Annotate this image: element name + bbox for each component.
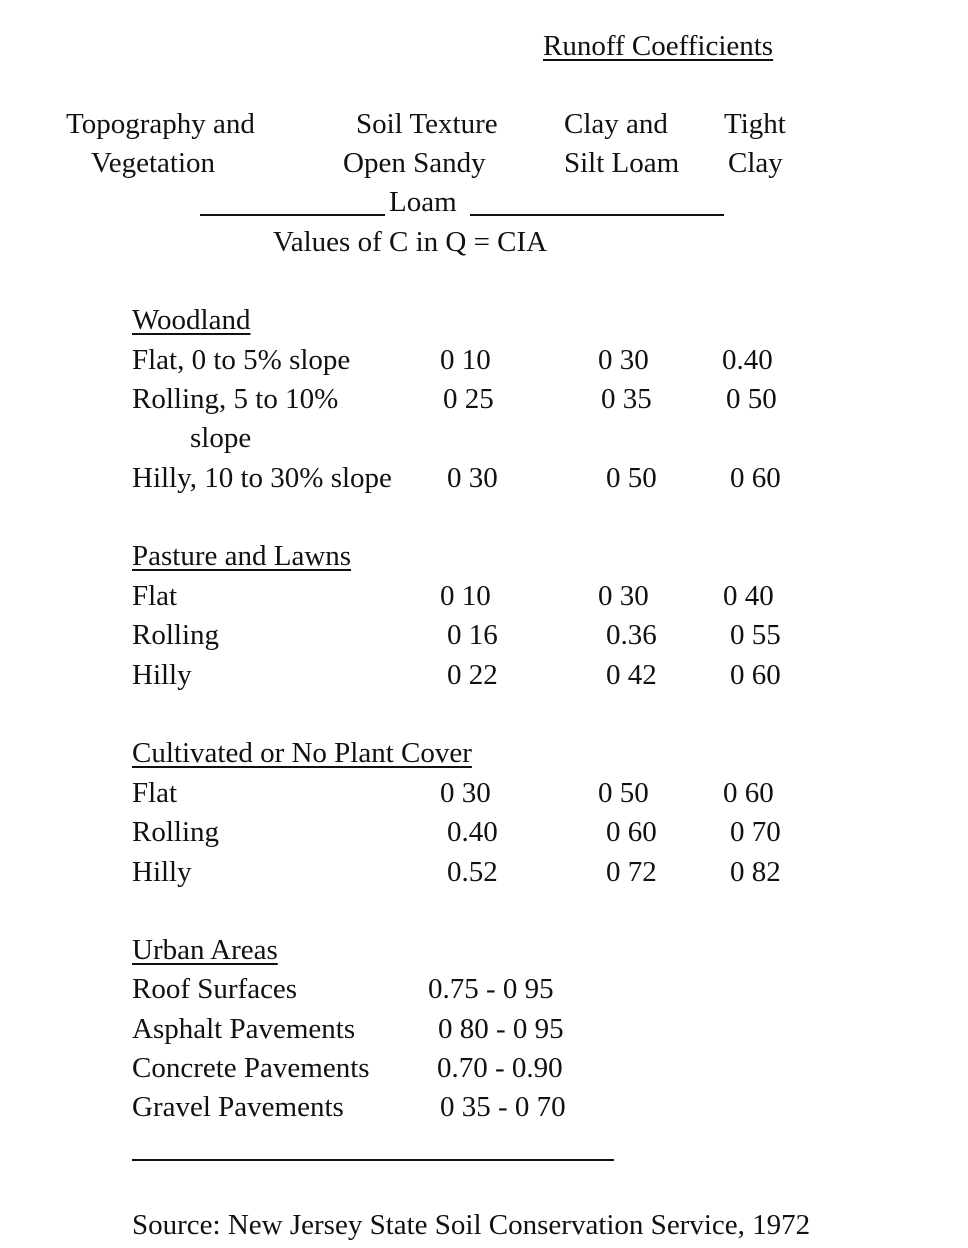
header-topography-line1: Topography and — [66, 108, 255, 140]
cell-clay-silt: 0 72 — [606, 856, 657, 888]
cell-clay-silt: 0.36 — [606, 619, 657, 651]
row-label: Hilly, 10 to 30% slope — [132, 462, 392, 494]
row-label: Flat — [132, 777, 178, 809]
cell-sandy: 0 10 — [440, 580, 491, 612]
header-tight-line2: Clay — [728, 147, 783, 179]
row-label: Flat, 0 to 5% slope — [132, 344, 351, 376]
cell-tight: 0 70 — [730, 816, 781, 848]
cell-sandy: 0 30 — [447, 462, 498, 494]
cell-clay-silt: 0 30 — [598, 344, 649, 376]
header-soil-line3: Loam — [389, 186, 457, 218]
cell-sandy: 0 16 — [447, 619, 498, 651]
subtitle: Values of C in Q = CIA — [273, 226, 548, 258]
section-heading-cultivated: Cultivated or No Plant Cover — [132, 737, 472, 769]
row-label-continued: slope — [190, 422, 252, 454]
cell-clay-silt: 0 30 — [598, 580, 649, 612]
cell-tight: 0 60 — [730, 462, 781, 494]
header-topography-line2: Vegetation — [91, 147, 216, 179]
row-label: Asphalt Pavements — [132, 1013, 356, 1045]
footer-rule — [132, 1159, 614, 1161]
cell-range: 0.75 - 0 95 — [428, 973, 554, 1005]
cell-range: 0.70 - 0.90 — [437, 1052, 563, 1084]
cell-tight: 0.40 — [722, 344, 773, 376]
row-label: Rolling — [132, 619, 220, 651]
cell-sandy: 0 22 — [447, 659, 498, 691]
cell-tight: 0 55 — [730, 619, 781, 651]
section-heading-woodland: Woodland — [132, 304, 251, 336]
cell-tight: 0 40 — [723, 580, 774, 612]
header-soil-line2: Open Sandy — [343, 147, 486, 179]
row-label: Hilly — [132, 659, 192, 691]
header-rule-left — [200, 214, 385, 216]
cell-clay-silt: 0 42 — [606, 659, 657, 691]
row-label: Gravel Pavements — [132, 1091, 344, 1123]
cell-range: 0 80 - 0 95 — [438, 1013, 564, 1045]
header-rule-right — [470, 214, 724, 216]
cell-clay-silt: 0 50 — [606, 462, 657, 494]
row-label: Hilly — [132, 856, 192, 888]
row-label: Concrete Pavements — [132, 1052, 370, 1084]
cell-sandy: 0 25 — [443, 383, 494, 415]
header-clay-line2: Silt Loam — [564, 147, 680, 179]
cell-tight: 0 60 — [730, 659, 781, 691]
cell-clay-silt: 0 50 — [598, 777, 649, 809]
cell-range: 0 35 - 0 70 — [440, 1091, 566, 1123]
cell-tight: 0 50 — [726, 383, 777, 415]
cell-clay-silt: 0 60 — [606, 816, 657, 848]
cell-sandy: 0.52 — [447, 856, 498, 888]
cell-tight: 0 60 — [723, 777, 774, 809]
cell-sandy: 0 30 — [440, 777, 491, 809]
source-note: Source: New Jersey State Soil Conservation Service, 1972 — [132, 1209, 811, 1241]
header-clay-line1: Clay and — [564, 108, 668, 140]
row-label: Flat — [132, 580, 178, 612]
section-heading-urban: Urban Areas — [132, 934, 278, 966]
section-heading-pasture: Pasture and Lawns — [132, 540, 352, 572]
cell-sandy: 0 10 — [440, 344, 491, 376]
header-soil-line1: Soil Texture — [356, 108, 498, 140]
cell-sandy: 0.40 — [447, 816, 498, 848]
header-tight-line1: Tight — [724, 108, 786, 140]
row-label: Rolling, 5 to 10% — [132, 383, 339, 415]
row-label: Rolling — [132, 816, 220, 848]
cell-clay-silt: 0 35 — [601, 383, 652, 415]
cell-tight: 0 82 — [730, 856, 781, 888]
row-label: Roof Surfaces — [132, 973, 298, 1005]
table-title: Runoff Coefficients — [543, 30, 774, 62]
